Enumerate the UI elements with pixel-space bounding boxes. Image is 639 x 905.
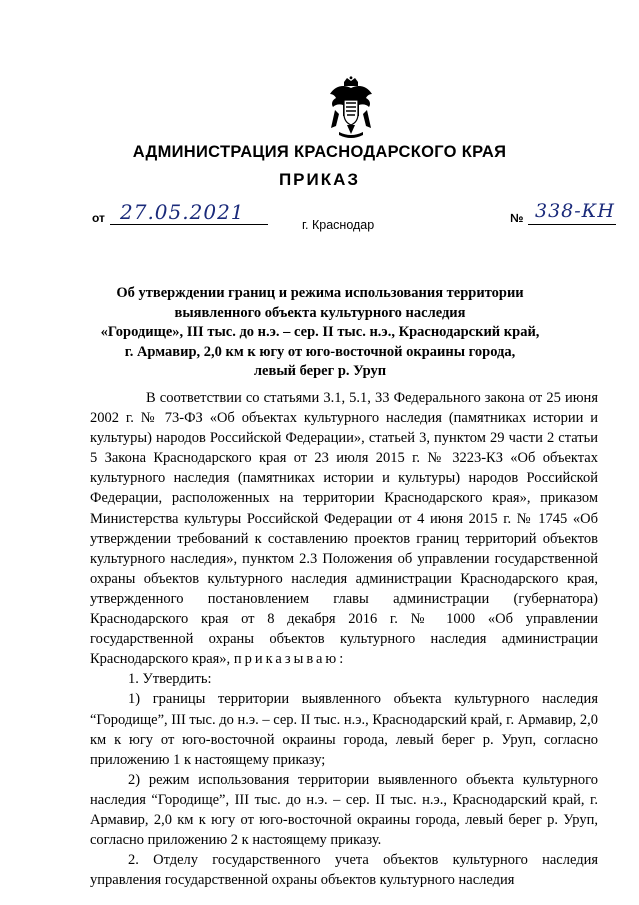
date-number-row	[92, 200, 622, 238]
title-line: левый берег р. Уруп	[253, 363, 387, 380]
date-label: от	[92, 211, 105, 225]
intro-text: В соответствии со статьями 3.1, 5.1, 33 Федерального закона от 25 июня 2002 г. № 73-ФЗ «Об объектах культурного наследия (памятниках истории и культуры) народов Российской Федерации», статьей 3, пунктом 29 части 2 статьи 5 Закона Краснодарского края от 23 июля 2015 г. № 3223-КЗ «Об объектах культурного наследия (памятниках истории и культуры) народов Российской Федерации, расположенных на территории Краснодарского края», приказом Министерства культуры Российской Федерации от 4 июня 2015 г. № 1745 «Об утверждении требований к составлению проектов границ территорий объектов культурного наследия», пунктом 2.3 Положения об управлении государственной охраны объектов культурного наследия администрации Краснодарского края, утвержденного постановлением главы администрации (губернатора) Краснодарского края от 8 декабря 2016 г. № 1000 «Об управлении государственной охраны объектов культурного наследия администрации Краснодарского края»,	[90, 390, 598, 668]
date-underline	[110, 224, 268, 225]
title-line: Об утверждении границ и режима использования территории	[116, 285, 524, 301]
item-2: 2. Отделу государственного учета объектов культурного наследия управления государственной охраны объектов культурного наследия	[90, 852, 598, 889]
handwritten-number: 338-КН	[535, 200, 615, 222]
title-line: «Городище», III тыс. до н.э. – сер. II тыс. н.э., Краснодарский край,	[100, 324, 540, 341]
item-1-2: 2) режим использования территории выявленного объекта культурного наследия “Городище”, III тыс. до н.э. – сер. II тыс. н.э., Краснодарский край, г. Армавир, 2,0 км к югу от юго-восточной окраины города, левый берег р. Уруп, согласно приложению 2 к настоящему приказу.	[90, 771, 598, 849]
handwritten-date: 27.05.2021	[120, 200, 245, 224]
number-underline	[528, 224, 616, 225]
organization-name: АДМИНИСТРАЦИЯ КРАСНОДАРСКОГО КРАЯ	[132, 143, 507, 161]
item-1: 1. Утвердить:	[128, 671, 212, 688]
intro-paragraph	[90, 388, 598, 669]
title-line: выявленного объекта культурного наследия	[174, 304, 466, 321]
item-1-1: 1) границы территории выявленного объекта культурного наследия “Городище”, III тыс. до н.э. – сер. II тыс. н.э., Краснодарский край, г. Армавир, 2,0 км к югу от юго-восточной окраины города, левый берег р. Уруп, согласно приложению 1 к настоящему приказу;	[90, 691, 598, 768]
number-label: №	[510, 211, 524, 225]
document-title	[90, 284, 550, 382]
coat-of-arms-emblem-icon	[327, 76, 375, 140]
city-name: г. Краснодар	[302, 218, 375, 232]
document-type: ПРИКАЗ	[278, 170, 361, 189]
document-body	[90, 388, 598, 890]
title-line: г. Армавир, 2,0 км к югу от юго-восточной окраины города,	[124, 343, 516, 360]
order-word: приказываю:	[233, 651, 347, 668]
